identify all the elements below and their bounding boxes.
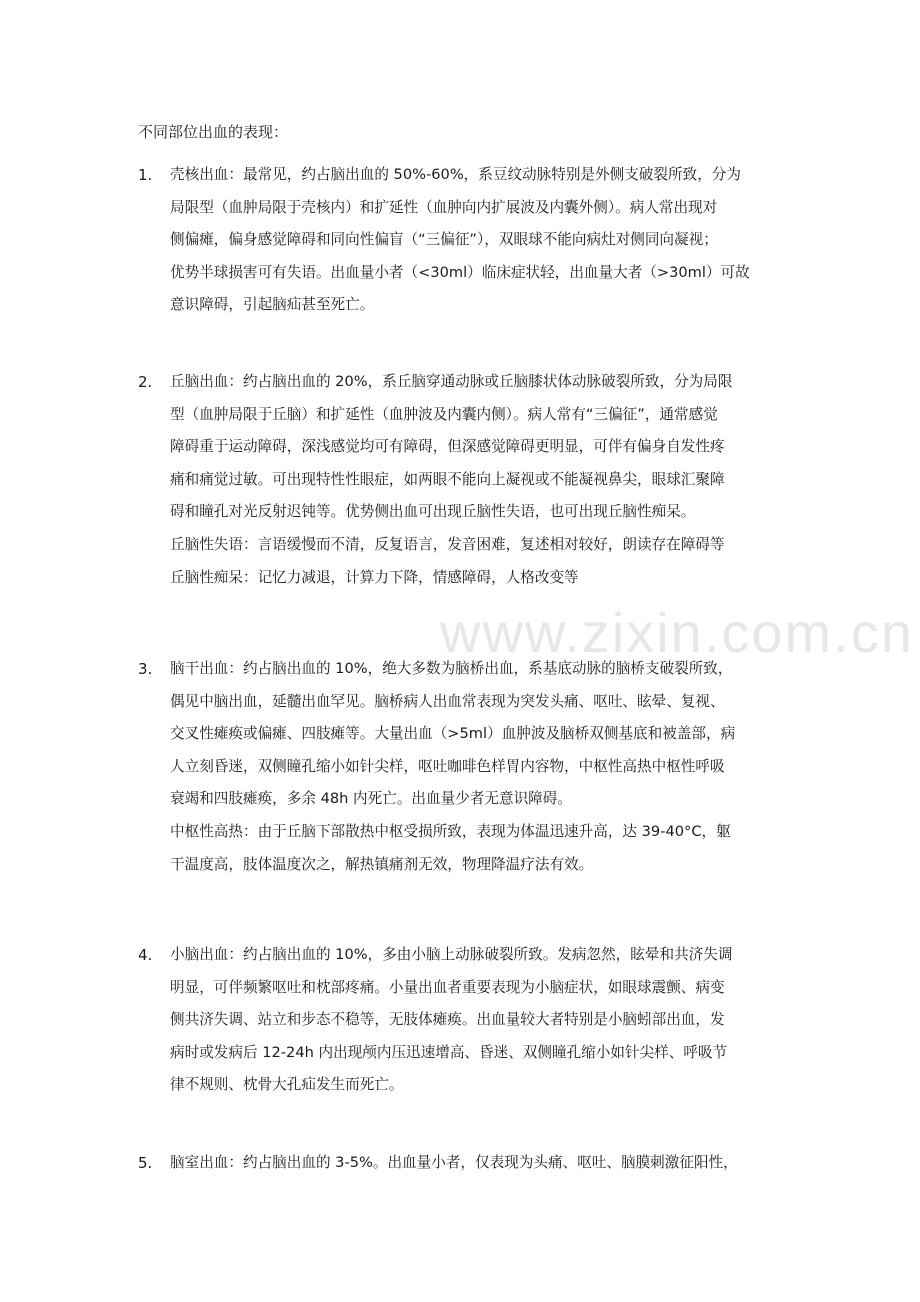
text-line: 脑干出血：约占脑出血的 10%，绝大多数为脑桥出血，系基底动脉的脑桥支破裂所致， — [170, 660, 733, 677]
list-number: 2. — [138, 373, 153, 391]
text-line: 衰竭和四肢瘫痪，多余 48h 内死亡。出血量少者无意识障碍。 — [170, 790, 572, 808]
list-number: 4. — [138, 946, 153, 964]
text-line: 侧共济失调、站立和步态不稳等，无肢体瘫痪。出血量较大者特别是小脑蚓部出血，发 — [170, 1011, 725, 1029]
list-number: 5. — [138, 1154, 153, 1172]
text-line: 小脑出血：约占脑出血的 10%，多由小脑上动脉破裂所致。发病忽然，眩晕和共济失调 — [170, 946, 733, 963]
note-line: 丘脑性失语：言语缓慢而不清，反复语言，发音困难，复述相对较好，朗读存在障碍等 — [170, 535, 725, 553]
text-line: 脑室出血：约占脑出血的 3-5%。出血量小者，仅表现为头痛、呕吐、脑膜刺激征阳性， — [170, 1154, 738, 1171]
note-line: 干温度高，肢体温度次之，解热镇痛剂无效，物理降温疗法有效。 — [170, 855, 594, 873]
note-line: 中枢性高热：由于丘脑下部散热中枢受损所致，表现为体温迅速升高，达 39-40°C，躯 — [170, 822, 731, 840]
list-item-text — [170, 370, 800, 598]
text-line: 障碍重于运动障碍，深浅感觉均可有障碍，但深感觉障碍更明显，可伴有偏身自发性疼 — [170, 438, 725, 456]
text-line: 局限型（血肿局限于壳核内）和扩延性（血肿向内扩展波及内囊外侧）。病人常出现对 — [170, 198, 718, 216]
list-item-text — [170, 657, 800, 885]
list-number: 3. — [138, 660, 153, 678]
watermark-text: www.zixin.com.cn — [440, 601, 914, 664]
list-item-text — [170, 163, 800, 326]
text-line: 病时或发病后 12-24h 内出现颅内压迅速增高、昏迷、双侧瞳孔缩小如针尖样、呼吸节 — [170, 1043, 728, 1061]
text-line: 明显，可伴频繁呕吐和枕部疼痛。小量出血者重要表现为小脑症状，如眼球震颤、病变 — [170, 978, 725, 996]
text-line: 型（血肿局限于丘脑）和扩延性（血肿波及内囊内侧）。病人常有“三偏征”，通常感觉 — [170, 405, 718, 423]
text-line: 意识障碍，引起脑疝甚至死亡。 — [170, 296, 375, 314]
text-line: 碍和瞳孔对光反射迟钝等。优势侧出血可出现丘脑性失语，也可出现丘脑性痴呆。 — [170, 503, 696, 521]
text-line: 人立刻昏迷，双侧瞳孔缩小如针尖样，呕吐咖啡色样胃内容物，中枢性高热中枢性呼吸 — [170, 757, 725, 775]
section-intro: 不同部位出血的表现： — [138, 123, 289, 141]
text-line: 壳核出血：最常见，约占脑出血的 50%-60%，系豆纹动脉特别是外侧支破裂所致，分为 — [170, 166, 741, 183]
text-line: 侧偏瘫，偏身感觉障碍和同向性偏盲（“三偏征”），双眼球不能向病灶对侧同向凝视； — [170, 231, 718, 249]
text-line: 痛和痛觉过敏。可出现特性性眼症，如两眼不能向上凝视或不能凝视鼻尖，眼球汇聚障 — [170, 470, 725, 488]
list-item-text — [170, 1151, 800, 1184]
text-line: 交叉性瘫痪或偏瘫、四肢瘫等。大量出血（>5ml）血肿波及脑桥双侧基底和被盖部，病 — [170, 725, 736, 743]
text-line: 律不规则、枕骨大孔疝发生而死亡。 — [170, 1076, 404, 1094]
list-number: 1. — [138, 166, 153, 184]
text-line: 偶见中脑出血，延髓出血罕见。脑桥病人出血常表现为突发头痛、呕吐、眩晕、复视、 — [170, 692, 725, 710]
list-item-text — [170, 943, 800, 1106]
note-line: 丘脑性痴呆：记忆力减退，计算力下降，情感障碍，人格改变等 — [170, 568, 579, 586]
text-line: 优势半球损害可有失语。出血量小者（<30ml）临床症状轻，出血量大者（>30ml）可故 — [170, 263, 750, 281]
text-line: 丘脑出血：约占脑出血的 20%，系丘脑穿通动脉或丘脑膝状体动脉破裂所致，分为局限 — [170, 373, 733, 390]
